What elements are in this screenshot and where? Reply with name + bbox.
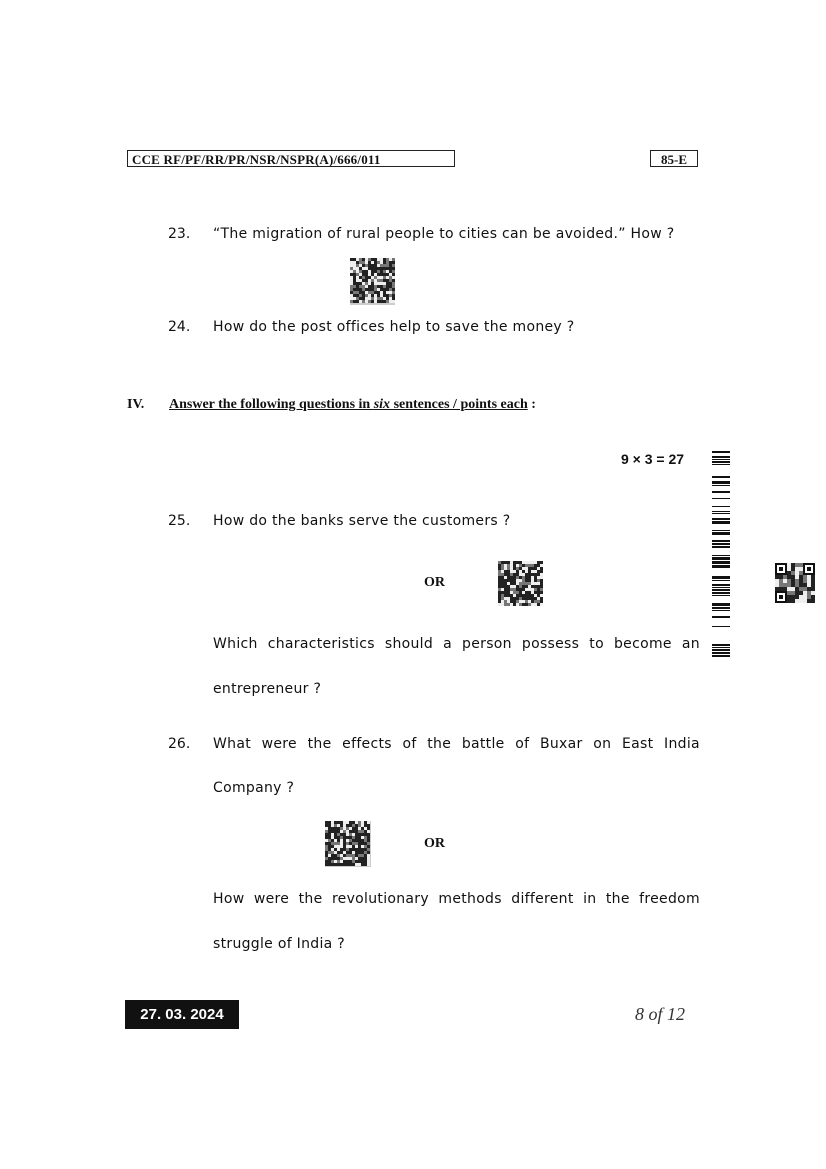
word: Which [213,636,258,652]
word: methods [438,891,502,907]
section-title-part1: Answer the following questions in [169,397,374,412]
word: in [583,891,597,907]
word: What [213,736,251,752]
alternative-question-26-line2: struggle of India ? [213,936,346,952]
word: revolutionary [331,891,429,907]
word: East [621,736,654,752]
marks-allocation: 9 × 3 = 27 [621,451,685,467]
word: How [213,891,245,907]
alternative-question-25-line2: entrepreneur ? [213,681,322,697]
word: the [605,891,630,907]
question-text-25: How do the banks serve the customers ? [213,513,511,529]
section-title-part2: sentences / points each [390,397,528,412]
paper-code: CCE RF/PF/RR/PR/NSR/NSPR(A)/666/011 [127,150,455,167]
qr-code-icon [775,563,815,603]
word: should [384,636,434,652]
word: a [443,636,452,652]
paper-number: 85-E [650,150,698,167]
qr-code-icon [325,821,371,867]
word: characteristics [267,636,375,652]
word: possess [521,636,580,652]
section-title [169,397,536,413]
alternative-question-26-line1 [213,891,700,907]
or-label: OR [424,575,445,590]
qr-code-icon [350,258,395,305]
alternative-question-25-line1 [213,636,700,652]
word: were [261,736,297,752]
or-label: OR [424,836,445,851]
word: of [402,736,417,752]
word: become [613,636,672,652]
word: to [589,636,604,652]
question-number-26: 26. [168,736,191,752]
word: were [253,891,290,907]
word: on [593,736,612,752]
section-title-emphasis: six [373,397,391,412]
word: battle [461,736,505,752]
question-number-25: 25. [168,513,191,529]
question-text-26-line1 [213,736,700,752]
section-title-colon: : [527,397,536,412]
qr-code-icon [498,561,543,606]
word: the [307,736,332,752]
barcode-icon [712,451,730,657]
word: different [511,891,574,907]
word: the [427,736,452,752]
question-text-26-line2: Company ? [213,780,295,796]
section-number: IV. [127,397,145,412]
question-text-24: How do the post offices help to save the money ? [213,319,575,335]
word: India [664,736,700,752]
question-text-23: “The migration of rural people to cities can be avoided.” How ? [213,226,675,242]
question-number-24: 24. [168,319,191,335]
page-number: 8 of 12 [635,1004,686,1024]
word: an [681,636,700,652]
question-number-23: 23. [168,226,191,242]
word: the [298,891,323,907]
word: effects [342,736,392,752]
word: Buxar [539,736,583,752]
word: of [515,736,530,752]
word: freedom [639,891,700,907]
exam-date: 27. 03. 2024 [125,1000,239,1029]
word: person [462,636,512,652]
